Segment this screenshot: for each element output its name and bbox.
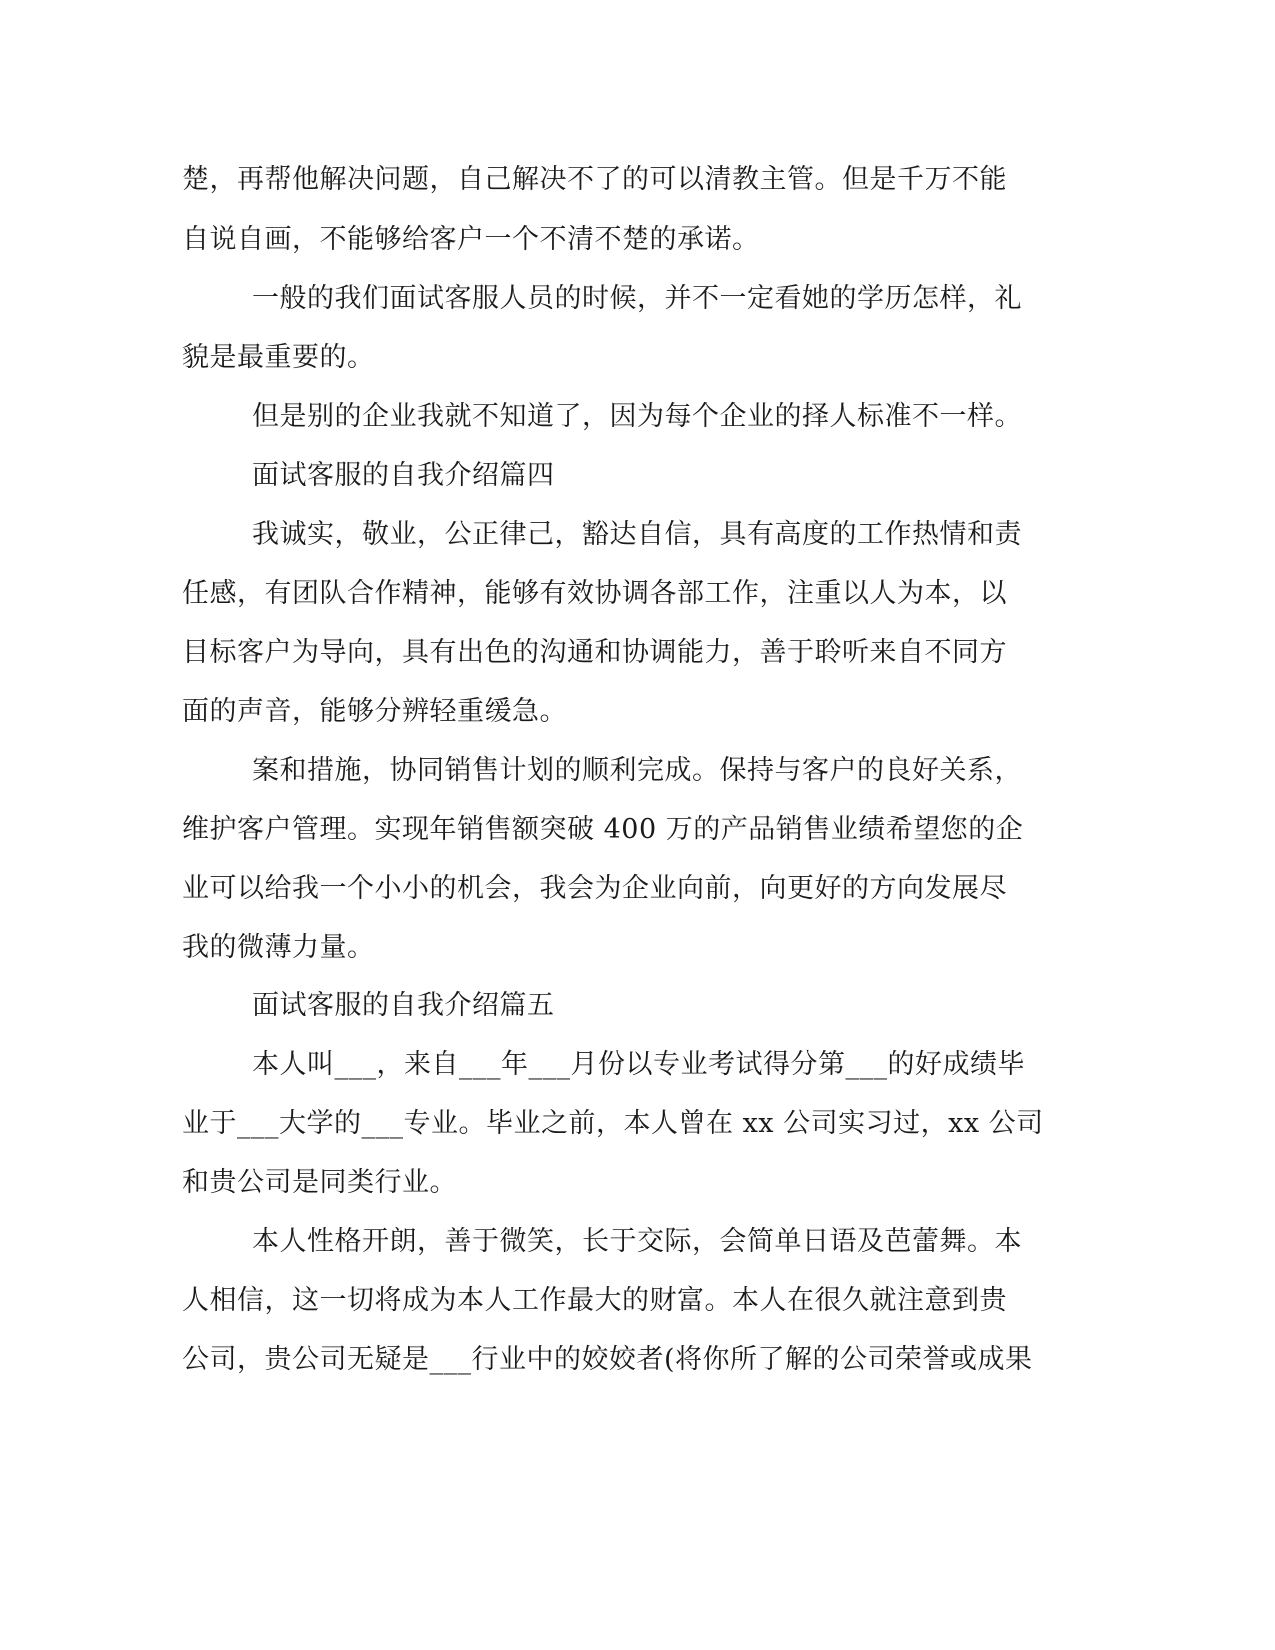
text-line: 我的微薄力量。	[182, 932, 375, 963]
text-line: 本人性格开朗，善于微笑，长于交际，会简单日语及芭蕾舞。本	[252, 1226, 1022, 1257]
text-line: 自说自画，不能够给客户一个不清不楚的承诺。	[182, 224, 760, 255]
text-line: 但是别的企业我就不知道了，因为每个企业的择人标准不一样。	[252, 401, 1022, 432]
section-heading: 面试客服的自我介绍篇五	[252, 990, 555, 1021]
text-line: 面的声音，能够分辨轻重缓急。	[182, 696, 567, 727]
text-line: 一般的我们面试客服人员的时候，并不一定看她的学历怎样，礼	[252, 283, 1022, 314]
text-line: 目标客户为导向，具有出色的沟通和协调能力，善于聆听来自不同方	[182, 637, 1007, 668]
text-line: 貌是最重要的。	[182, 342, 375, 373]
text-line: 案和措施，协同销售计划的顺利完成。保持与客户的良好关系，	[252, 755, 1022, 786]
section-heading: 面试客服的自我介绍篇四	[252, 460, 555, 491]
text-line: 业可以给我一个小小的机会，我会为企业向前，向更好的方向发展尽	[182, 873, 1007, 904]
text-line: 和贵公司是同类行业。	[182, 1167, 457, 1198]
text-line: 任感，有团队合作精神，能够有效协调各部工作，注重以人为本，以	[182, 578, 1007, 609]
text-line: 公司，贵公司无疑是___行业中的姣姣者(将你所了解的公司荣誉或成果	[182, 1344, 1033, 1375]
text-line: 楚，再帮他解决问题，自己解决不了的可以清教主管。但是千万不能	[182, 164, 1007, 195]
text-line: 我诚实，敬业，公正律己，豁达自信，具有高度的工作热情和责	[252, 519, 1022, 550]
text-line: 维护客户管理。实现年销售额突破 400 万的产品销售业绩希望您的企	[182, 814, 1024, 845]
text-line: 本人叫___，来自___年___月份以专业考试得分第___的好成绩毕	[252, 1049, 1025, 1080]
text-line: 人相信，这一切将成为本人工作最大的财富。本人在很久就注意到贵	[182, 1285, 1007, 1316]
text-line: 业于___大学的___专业。毕业之前，本人曾在 xx 公司实习过，xx 公司	[182, 1108, 1044, 1139]
